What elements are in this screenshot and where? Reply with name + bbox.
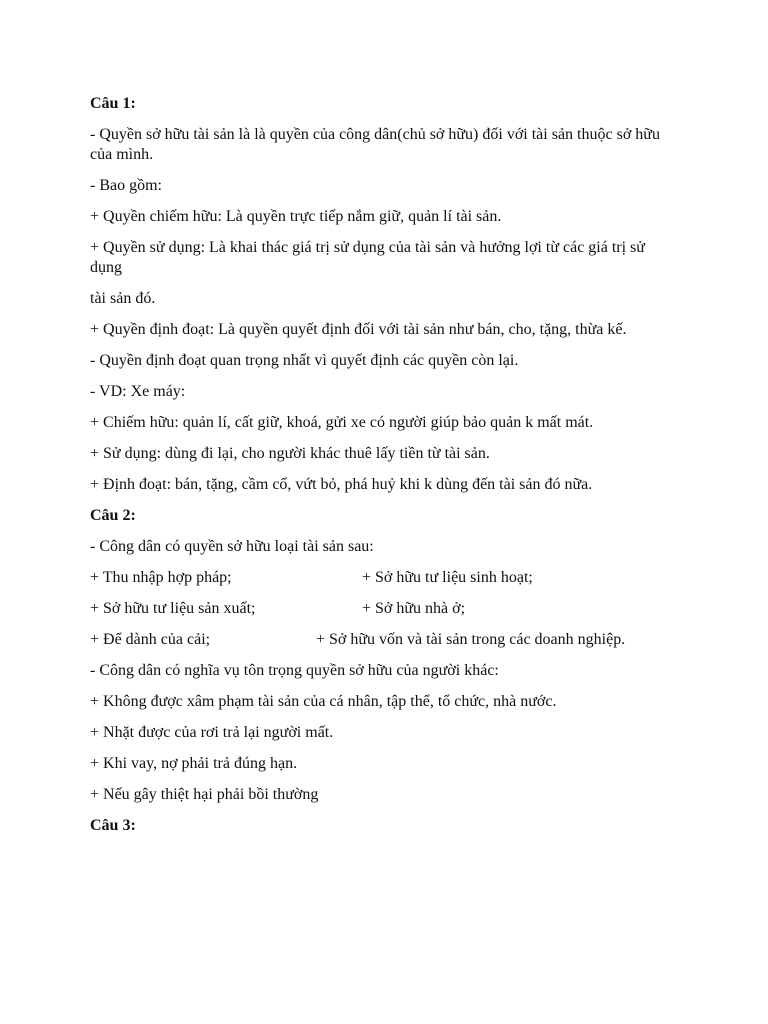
paragraph-line: + Nếu gây thiệt hại phải bồi thường bbox=[90, 786, 319, 803]
paragraph-line: - Quyền sở hữu tài sản là là quyền của công dân(chủ sở hữu) đối với tài sản thuộc sở hữu của mình. bbox=[90, 126, 660, 163]
left-column-item: + Sở hữu tư liệu sản xuất; bbox=[90, 600, 256, 617]
paragraph-line: - Quyền định đoạt quan trọng nhất vì quyết định các quyền còn lại. bbox=[90, 352, 519, 369]
paragraph-line: - Công dân có nghĩa vụ tôn trọng quyền sở hữu của người khác: bbox=[90, 662, 499, 679]
section-heading-1: Câu 1: bbox=[90, 95, 136, 112]
right-column-item: + Sở hữu tư liệu sinh hoạt; bbox=[362, 569, 533, 586]
paragraph-line: + Quyền sử dụng: Là khai thác giá trị sử dụng của tài sản và hưởng lợi từ các giá trị sử dụng bbox=[90, 239, 645, 276]
section-heading-2: Câu 2: bbox=[90, 507, 136, 524]
two-column-row bbox=[90, 568, 680, 588]
two-column-row bbox=[90, 599, 680, 619]
paragraph-line: + Quyền định đoạt: Là quyền quyết định đối với tài sản như bán, cho, tặng, thừa kế. bbox=[90, 321, 627, 338]
paragraph-line: - Bao gồm: bbox=[90, 177, 162, 194]
paragraph-line: + Định đoạt: bán, tặng, cầm cố, vứt bỏ, phá huỷ khi k dùng đến tài sản đó nữa. bbox=[90, 476, 593, 493]
paragraph-line: + Không được xâm phạm tài sản của cá nhân, tập thể, tổ chức, nhà nước. bbox=[90, 693, 557, 710]
paragraph-line: + Quyền chiếm hữu: Là quyền trực tiếp nắm giữ, quản lí tài sản. bbox=[90, 208, 502, 225]
paragraph-line: + Khi vay, nợ phải trả đúng hạn. bbox=[90, 755, 298, 772]
right-column-item: + Sở hữu nhà ở; bbox=[362, 600, 466, 617]
two-column-row bbox=[90, 630, 680, 650]
paragraph-line: tài sản đó. bbox=[90, 290, 156, 307]
paragraph-line: + Chiếm hữu: quản lí, cất giữ, khoá, gửi xe có người giúp bảo quản k mất mát. bbox=[90, 414, 594, 431]
paragraph-line: + Nhặt được của rơi trả lại người mất. bbox=[90, 724, 334, 741]
paragraph-line: - VD: Xe máy: bbox=[90, 383, 186, 400]
right-column-item: + Sở hữu vốn và tài sản trong các doanh nghiệp. bbox=[316, 631, 626, 648]
left-column-item: + Để dành của cải; bbox=[90, 631, 211, 648]
document-page bbox=[90, 94, 680, 847]
section-heading-3: Câu 3: bbox=[90, 817, 136, 834]
paragraph-line: + Sử dụng: dùng đi lại, cho người khác thuê lấy tiền từ tài sản. bbox=[90, 445, 490, 462]
paragraph-line: - Công dân có quyền sở hữu loại tài sản sau: bbox=[90, 538, 374, 555]
left-column-item: + Thu nhập hợp pháp; bbox=[90, 569, 232, 586]
